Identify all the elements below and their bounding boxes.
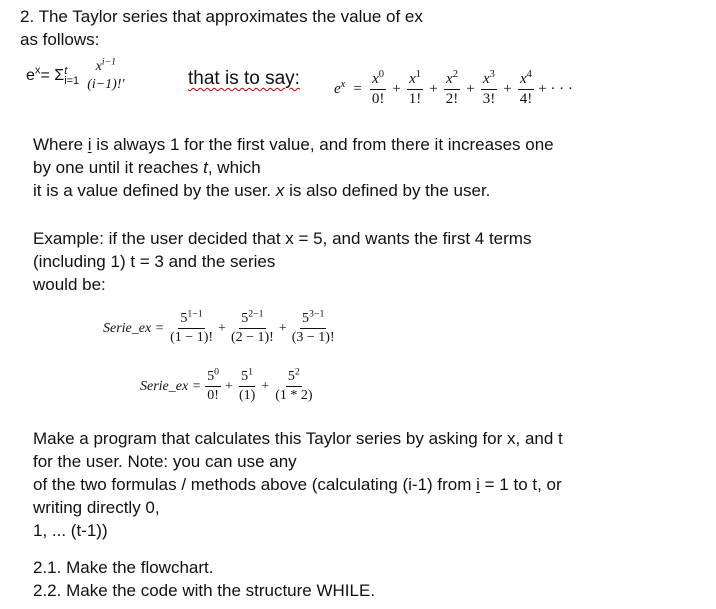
expansion-terms (370, 69, 534, 108)
term-fraction: $\frac{x^3}{3!}$ (482, 69, 496, 107)
summand-fraction: $x^{i-1}$ (i−1)!' (87, 56, 125, 92)
example-line-1: Example: if the user decided that x = 5, and wants the first 4 terms (33, 229, 532, 248)
formula-lhs: $e^x$ (26, 64, 41, 85)
plus-sign: + (429, 81, 438, 98)
serie-2-label: Serie_ex = (140, 378, 202, 394)
sum-symbol: = Σ (40, 67, 65, 85)
term-fraction: $\frac{x^0}{0!}$ (371, 69, 385, 107)
that-is-to-say: that is to say: (188, 68, 300, 89)
serie-2-terms (205, 366, 314, 403)
term-fraction: $\frac{5^1}{(1)}$ (238, 366, 256, 403)
expansion-lhs: $e^x$ (334, 79, 346, 98)
plus-sign: + (261, 378, 270, 394)
heading-line-2: as follows: (20, 30, 100, 49)
program-line-4: writing directly 0, (33, 498, 160, 517)
where-line-2: by one until it reaches t, which (33, 158, 261, 177)
expansion-tail: + · · · (538, 81, 573, 98)
expansion-formula: $e^x$ = $\frac{x^0}{0!}$ + $\frac{x^1}{1!}$ + $\frac{x^2}{2!}$ + $\frac{x^3}{3!}$ + $\frac{x^4}{4!}$ + · · · (334, 69, 573, 107)
plus-sign: + (503, 81, 512, 98)
serie-ex-simplified (140, 366, 315, 403)
plus-sign: + (392, 81, 401, 98)
example-line-3: would be: (33, 275, 106, 294)
program-line-3: of the two formulas / methods above (calculating (i-1) from i = 1 to t, or (33, 475, 562, 494)
serie-1-terms (168, 308, 336, 345)
example-line-2: (including 1) t = 3 and the series (33, 252, 276, 271)
task-while-code: 2.2. Make the code with the structure WHILE. (33, 581, 376, 600)
summation-formula (26, 56, 127, 92)
plus-sign: + (466, 81, 475, 98)
serie-1-label: Serie_ex = (103, 320, 165, 336)
term-fraction: $\frac{x^4}{4!}$ (519, 69, 533, 107)
program-line-2: for the user. Note: you can use any (33, 452, 297, 471)
plus-sign: + (218, 320, 226, 336)
where-line-1: Where i is always 1 for the first value, and from there it increases one (33, 135, 554, 154)
term-fraction: $\frac{5^{1-1}}{(1 - 1)!}$ (170, 308, 214, 345)
term-fraction: $\frac{x^2}{2!}$ (445, 69, 459, 107)
term-fraction: $\frac{5^{3-1}}{(3 - 1)!}$ (291, 308, 335, 345)
term-fraction: $\frac{5^2}{(1 * 2)}$ (275, 366, 313, 403)
where-line-3: it is a value defined by the user. x is also defined by the user. (33, 181, 491, 200)
term-fraction: $\frac{5^0}{0!}$ (207, 366, 220, 403)
task-flowchart: 2.1. Make the flowchart. (33, 558, 214, 577)
program-line-1: Make a program that calculates this Taylor series by asking for x, and t (33, 429, 563, 448)
serie-ex-expanded (103, 308, 337, 345)
plus-sign: + (278, 320, 287, 336)
term-fraction: $\frac{x^1}{1!}$ (408, 69, 422, 107)
program-line-5: 1, ... (t-1)) (33, 521, 108, 540)
sum-limits: t i=1 (64, 65, 80, 88)
plus-sign: + (225, 378, 233, 394)
term-fraction: $\frac{5^{2-1}}{(2 - 1)!}$ (230, 308, 274, 345)
heading-line-1: 2. The Taylor series that approximates the value of ex (20, 7, 423, 26)
